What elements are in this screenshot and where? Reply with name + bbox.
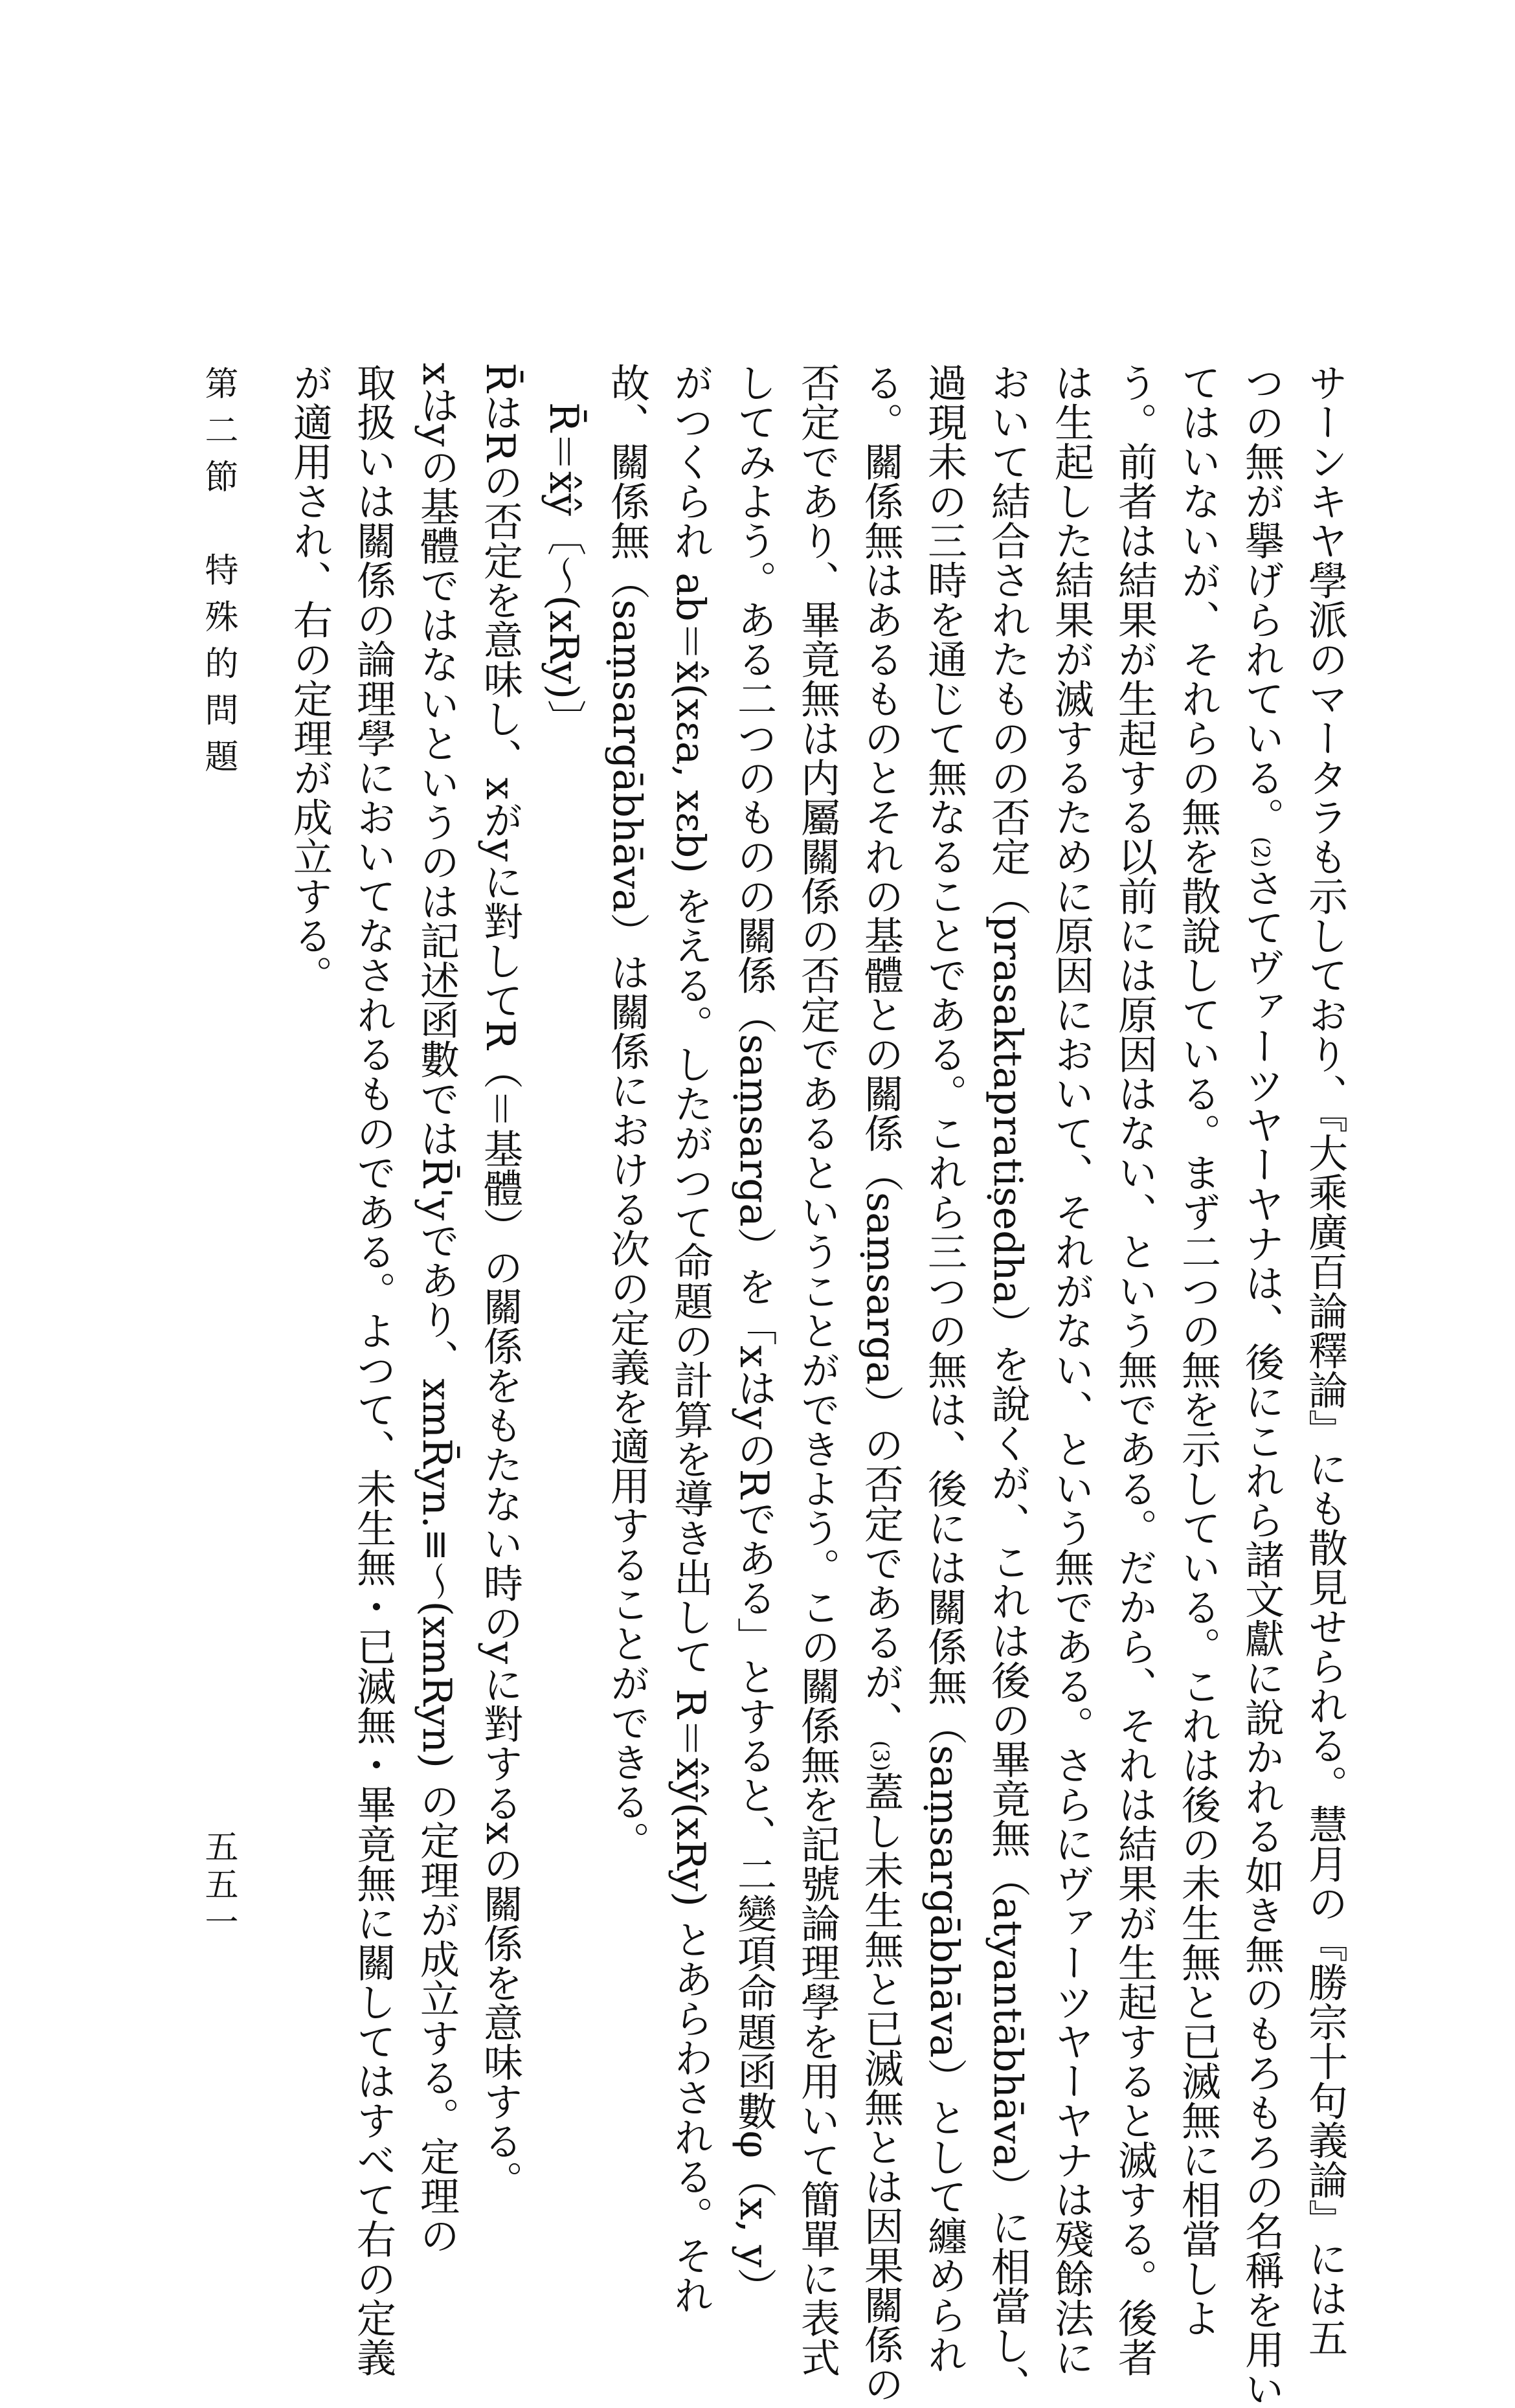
text-segment: 蓋し未生無と已滅無とは因果關係の bbox=[858, 1771, 904, 2403]
section-title: 第二節 特殊的問題 bbox=[199, 366, 238, 785]
text-column bbox=[976, 363, 1039, 2405]
text-column bbox=[341, 363, 405, 2377]
formula-line bbox=[532, 363, 595, 1930]
text-segment: サーンキヤ學派のマータラも示しており、『大乘廣百論釋論』にも散見せられる。慧月の『勝宗十句義論』には五 bbox=[1302, 363, 1348, 2357]
footnote-marker: (2) bbox=[1248, 837, 1274, 868]
text-column bbox=[1103, 363, 1166, 2377]
text-column bbox=[595, 363, 658, 1930]
text-column bbox=[658, 363, 722, 2315]
text-column bbox=[1166, 363, 1229, 2337]
text-segment: R̄はRの否定を意味し、xがyに對してR（＝基體）の關係をもたない時のyに對するxの關係を意味する。 bbox=[477, 363, 523, 2200]
text-segment: う。前者は結果が生起する以前には原因はない、という無である。だから、それは結果が生起すると滅する。後者 bbox=[1112, 363, 1158, 2377]
text-segment: 過現未の三時を通じて無なることである。これら三つの無は、後には關係無（saṃsargābhāva）として纏められ bbox=[921, 363, 967, 2374]
text-segment: は生起した結果が滅するために原因において、それがない、という無である。さらにヴァーツヤーヤナは殘餘法に bbox=[1048, 363, 1094, 2377]
text-segment: xはyの基體ではないというのは記述函數ではR̄'yであり、xmR̄yn.≡～(xmRyn) の定理が成立する。定理の bbox=[414, 363, 460, 2255]
text-column bbox=[1293, 363, 1356, 2357]
text-column bbox=[278, 363, 341, 1930]
text-column bbox=[1039, 363, 1103, 2377]
text-segment: 故、關係無（saṃsargābhāva）は關係における次の定義を適用することができる。 bbox=[604, 363, 650, 1861]
text-segment: が適用され、右の定理が成立する。 bbox=[287, 363, 333, 995]
text-column bbox=[722, 363, 785, 2307]
footnote-marker: (3) bbox=[868, 1740, 893, 1772]
text-segment: 取扱いは關係の論理學においてなされるものである。よつて、未生無・已滅無・畢竟無に關してはすべて右の定義 bbox=[350, 363, 396, 2377]
page-body-text bbox=[278, 363, 1356, 2408]
text-segment: さてヴァーツヤーヤナは、後にこれら諸文獻に說かれる如き無のもろもろの名稱を用い bbox=[1239, 868, 1285, 2408]
text-column bbox=[468, 363, 532, 2200]
text-segment: がつくられ ab＝x̂(xεa, xεb) をえる。したがつて命題の計算を導き出して R＝x̂ŷ(xRy) とあらわされる。それ bbox=[668, 363, 713, 2315]
text-segment: る。關係無はあるものとそれの基體との關係（saṃsarga）の否定であるが、 bbox=[858, 363, 904, 1740]
text-segment: つの無が擧げられている。 bbox=[1239, 363, 1285, 837]
text-segment: おいて結合されたものの否定（prasaktapratiṣedha）を說くが、これは後の畢竟無（atyantābhāva）に相當し、 bbox=[985, 363, 1031, 2405]
text-segment: してみよう。ある二つのものの關係（saṃsarga）を「xはyのRである」とすると、二變項命題函數φ（x, y） bbox=[731, 363, 777, 2307]
text-segment: R̄＝x̂ŷ〔～(xRy)〕 bbox=[541, 402, 587, 739]
text-segment: てはいないが、それらの無を散說している。まず二つの無を示している。これは後の未生無と已滅無に相當しよ bbox=[1175, 363, 1221, 2337]
text-column bbox=[1229, 363, 1293, 2408]
text-column bbox=[405, 363, 468, 2255]
text-column bbox=[785, 363, 849, 2377]
text-column bbox=[912, 363, 976, 2374]
page-number: 五五一 bbox=[199, 1829, 238, 1942]
text-column bbox=[849, 363, 912, 2403]
text-segment: 否定であり、畢竟無は内屬關係の否定であるということができよう。この關係無を記號論理學を用いて簡單に表式 bbox=[794, 363, 840, 2377]
